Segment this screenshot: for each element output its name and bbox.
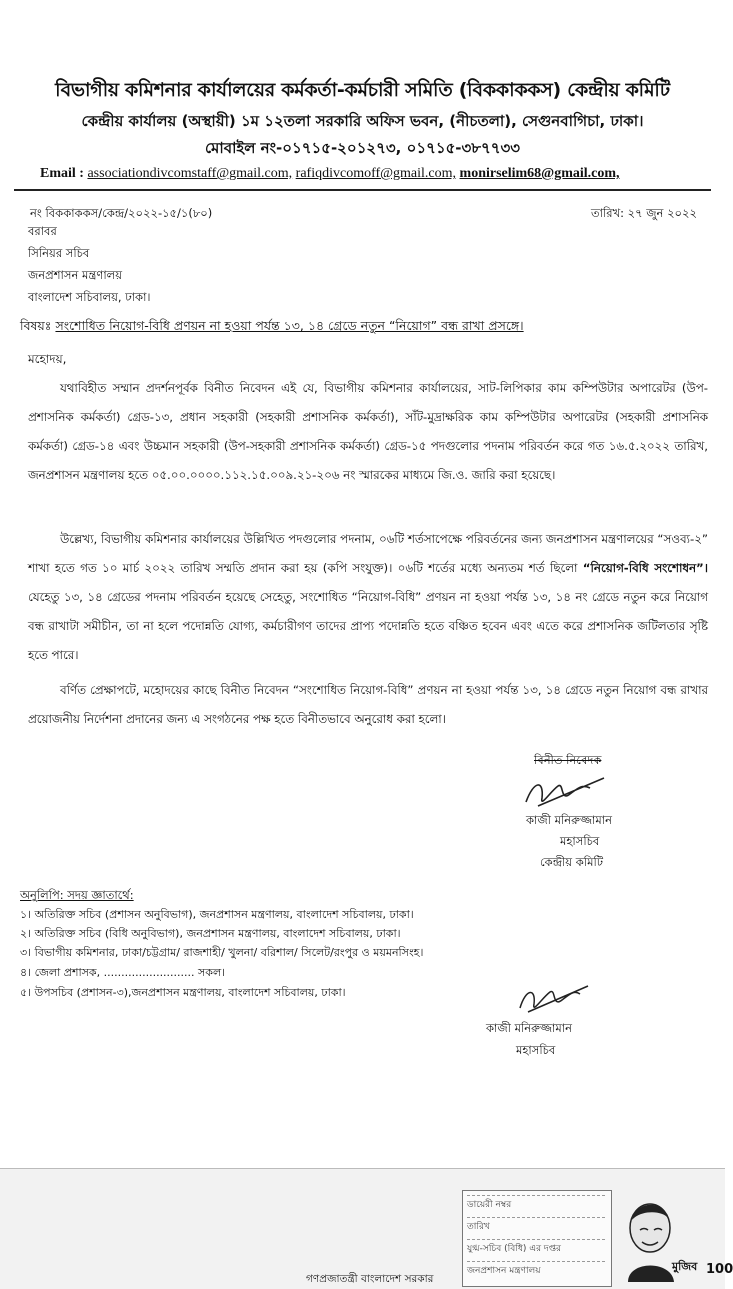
mobile-numbers: মোবাইল নং-০১৭১৫-২০১২৭৩, ০১৭১৫-৩৮৭৭৩৩ <box>204 139 521 157</box>
signature-mark-1 <box>520 772 612 812</box>
email-label: Email : <box>40 166 84 181</box>
signature-mark-2 <box>514 980 594 1020</box>
letter-date: তারিখ: ২৭ জুন ২০২২ <box>591 206 697 220</box>
body-paragraph-1 <box>28 374 708 490</box>
stamp-line-4: জনপ্রশাসন মন্ত্রণালয় <box>467 1261 605 1278</box>
recipient-line-1: বরাবর <box>28 224 57 238</box>
email-link-2[interactable]: rafiqdivcomoff@gmail.com, <box>295 166 457 181</box>
recipient-line-2: সিনিয়র সচিব <box>28 246 90 260</box>
body-paragraph-2-bold: “নিয়োগ-বিধি সংশোধন”। <box>582 561 708 575</box>
email-link-3[interactable]: monirselim68@gmail.com, <box>459 166 620 181</box>
closing-phrase <box>534 752 601 771</box>
subject-label: বিষয়ঃ <box>20 318 52 333</box>
stamp-line-2: তারিখ <box>467 1217 605 1234</box>
cc-item-2: ২। অতিরিক্ত সচিব (বিধি অনুবিভাগ), জনপ্রশাসন মন্ত্রণালয়, বাংলাদেশ সচিবালয়, ঢাকা। <box>20 927 401 940</box>
stamp-line-3: যুগ্ম-সচিব (বিধি) এর দপ্তর <box>467 1239 605 1256</box>
body-paragraph-3-text: বর্ণিত প্রেক্ষাপটে, মহোদয়ের কাছে বিনীত নিবেদন “সংশোধিত নিয়োগ-বিধি” প্রণয়ন না হওয়া পর্যন্ত ১৩, ১৪ গ্রেডে নতুন নিয়োগ বন্ধ রাখার প্রয়োজনীয় নির্দেশনা প্রদানের জন্য এ সংগঠনের পক্ষ হতে বিনীতভাবে অনুরোধ করা হলো। <box>28 683 708 726</box>
cc-item-3: ৩। বিভাগীয় কমিশনার, ঢাকা/চট্টগ্রাম/ রাজশাহী/ খুলনা/ বরিশাল/ সিলেট/রংপুর ও ময়মনসিংহ। <box>20 946 424 959</box>
office-address: কেন্দ্রীয় কার্যালয় (অস্থায়ী) ১ম ১২তলা সরকারি অফিস ভবন, (নীচতলা), সেগুনবাগিচা, ঢাকা। <box>81 112 644 130</box>
diary-stamp <box>462 1190 612 1287</box>
signatory-2-title: মহাসচিব <box>516 1043 556 1057</box>
cc-label: অনুলিপি: সদয় জ্ঞাতার্থে: <box>20 888 134 902</box>
cc-item-5: ৫। উপসচিব (প্রশাসন-৩),জনপ্রশাসন মন্ত্রণালয়, বাংলাদেশ সচিবালয়, ঢাকা। <box>20 986 346 999</box>
body-paragraph-2 <box>28 525 708 670</box>
signatory-2-name: কাজী মনিরুজ্জামান <box>486 1021 572 1035</box>
recipient-line-4: বাংলাদেশ সচিবালয়, ঢাকা। <box>28 290 151 304</box>
subject-line <box>20 318 524 338</box>
logo-text: মুজিব <box>672 1260 698 1273</box>
body-paragraph-2-text-b: যেহেতু ১৩, ১৪ গ্রেডের পদনাম পরিবর্তন হয়েছে সেহেতু, সংশোধিত “নিয়োগ-বিধি” প্রণয়ন না হওয়া পর্যন্ত ১৩, ১৪ নং গ্রেডে নতুন করে নিয়োগ বন্ধ রাখাটা সমীচীন, তা না হলে পদোন্নতি যোগ্য, কর্মচারীগণ তাদের প্রাপ্য পদোন্নতি হতে বঞ্চিত হবেন এবং এতে করে প্রশাসনিক জটিলতার সৃষ্টি হতে পারে। <box>28 590 708 662</box>
subject-text: সংশোধিত নিয়োগ-বিধি প্রণয়ন না হওয়া পর্যন্ত ১৩, ১৪ গ্রেডে নতুন “নিয়োগ” বন্ধ রাখা প্রসঙ্গে। <box>55 318 524 333</box>
signatory-committee: কেন্দ্রীয় কমিটি <box>540 855 604 869</box>
cc-item-1: ১। অতিরিক্ত সচিব (প্রশাসন অনুবিভাগ), জনপ্রশাসন মন্ত্রণালয়, বাংলাদেশ সচিবালয়, ঢাকা। <box>20 908 414 921</box>
stamp-line-1: ডায়েরী নম্বর <box>467 1195 605 1212</box>
body-paragraph-2-text-a: উল্লেখ্য, বিভাগীয় কমিশনার কার্যালয়ের উল্লিখিত পদগুলোর পদনাম, ০৬টি শর্তসাপেক্ষে পরিবর্তনের জন্য জনপ্রশাসন মন্ত্রণালয়ের “সওব্য-২” শাখা হতে গত ১০ মার্চ ২০২২ তারিখ সম্মতি প্রদান করা হয় (কপি সংযুক্ত)। ০৬টি শর্তের মধ্যে অন্যতম শর্ত ছিলো <box>28 532 708 575</box>
salutation: মহোদয়, <box>28 352 67 366</box>
org-name: বিভাগীয় কমিশনার কার্যালয়ের কর্মকর্তা-কর্মচারী সমিতি (বিককাককস) কেন্দ্রীয় কমিটি <box>55 79 670 101</box>
recipient-line-3: জনপ্রশাসন মন্ত্রণালয় <box>28 268 122 282</box>
government-text: গণপ্রজাতন্ত্রী বাংলাদেশ সরকার <box>306 1273 434 1285</box>
closing-text: বিনীত নিবেদক <box>534 753 602 767</box>
footer-band <box>0 1168 725 1289</box>
logo-year: 100 <box>706 1262 733 1277</box>
header-divider <box>14 189 711 191</box>
cc-item-4: ৪। জেলা প্রশাসক, .......................... সকল। <box>20 966 226 979</box>
body-paragraph-3 <box>28 676 708 734</box>
body-paragraph-1-text: যথাবিহীত সম্মান প্রদর্শনপূর্বক বিনীত নিবেদন এই যে, বিভাগীয় কমিশনার কার্যালয়ের, সাট-লিপিকার কাম কম্পিউটার অপারেটর (উপ-প্রশাসনিক কর্মকর্তা) গ্রেড-১৩, প্রধান সহকারী (সহকারী প্রশাসনিক কর্মকর্তা), সাঁট-মুদ্রাক্ষরিক কাম কম্পিউটার অপারেটর (সহকারী প্রশাসনিক কর্মকর্তা) গ্রেড-১৪ এবং উচ্চমান সহকারী (উপ-সহকারী প্রশাসনিক কর্মকর্তা) গ্রেড-১৫ পদগুলোর পদনাম পরিবর্তন করে গত ১৬.৫.২০২২ তারিখ, জনপ্রশাসন মন্ত্রণালয় হতে ০৫.০০.০০০০.১১২.১৫.০০৯.২১-২০৬ নং স্মারকের মাধ্যমে জি.ও. জারি করা হয়েছে। <box>28 381 708 482</box>
reference-number: নং বিককাককস/কেন্দ্র/২০২২-১৫/১(৮০) <box>30 206 213 220</box>
signatory-name: কাজী মনিরুজ্জামান <box>526 813 612 827</box>
footer-divider <box>0 1168 725 1169</box>
signatory-title: মহাসচিব <box>560 834 600 848</box>
email-link-1[interactable]: associationdivcomstaff@gmail.com, <box>87 166 293 181</box>
email-line <box>40 166 620 182</box>
